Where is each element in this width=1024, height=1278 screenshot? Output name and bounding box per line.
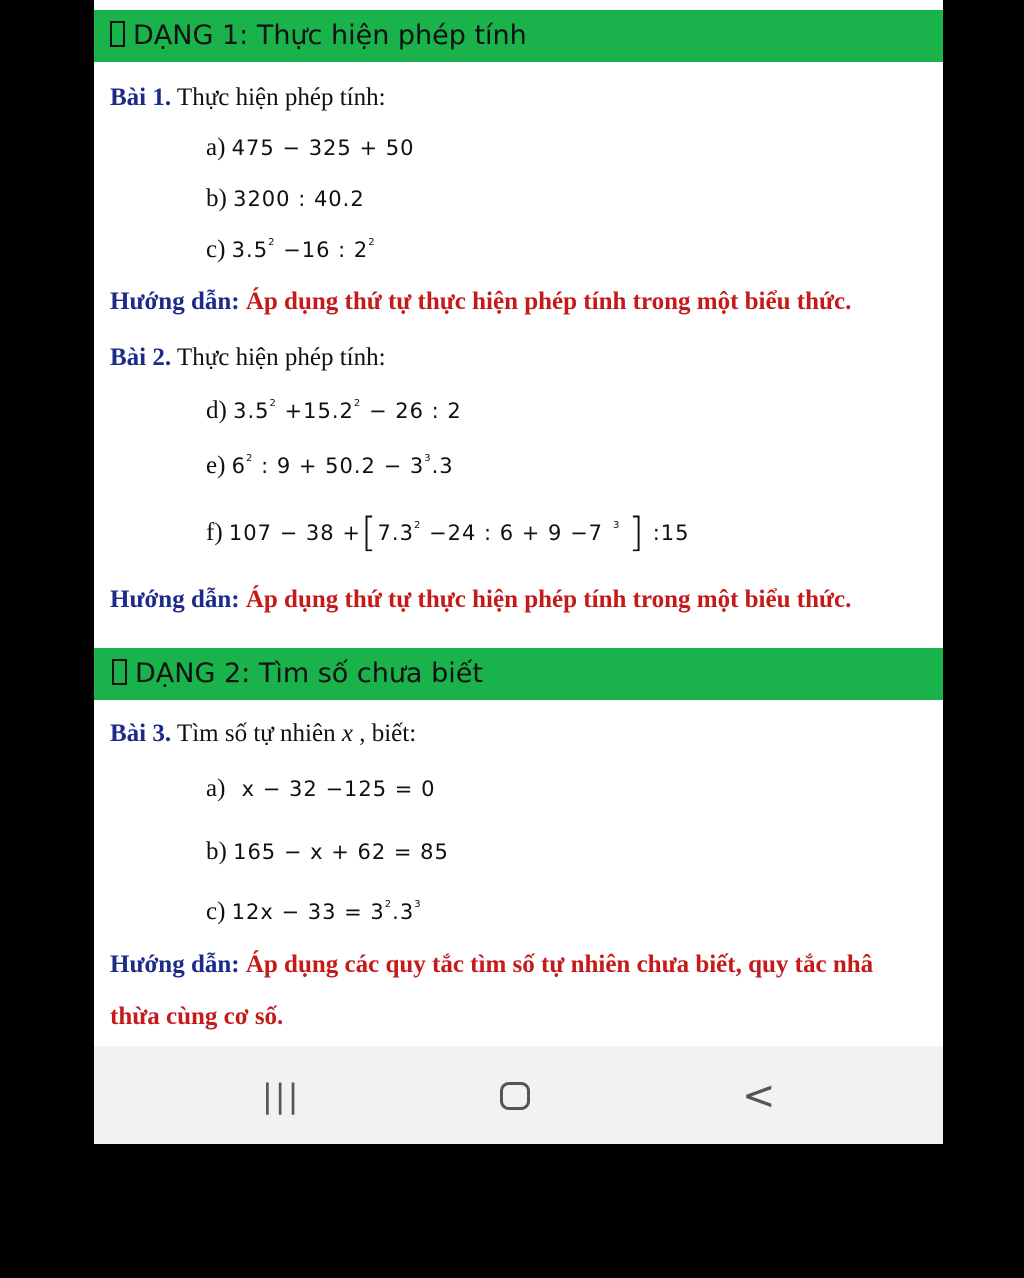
guide-text: thừa cùng cơ số.: [110, 1003, 284, 1030]
exercise-2-item-d: [206, 397, 462, 425]
exercise-text: Thực hiện phép tính:: [171, 84, 386, 111]
math-expression: 475 − 325 + 50: [231, 136, 415, 160]
item-key: b): [206, 185, 227, 212]
item-key: c): [206, 236, 226, 263]
math-expression: $6^2$ : $9 + 50.2 - 3^3.3$: [231, 453, 454, 478]
item-key: c): [206, 898, 226, 925]
math-expression: x − 32 −125 = 0: [241, 777, 436, 801]
guide-text: Áp dụng các quy tắc tìm số tự nhiên chưa biết, quy tắc nhâ: [239, 951, 874, 978]
variable: x: [341, 720, 353, 747]
back-button[interactable]: <: [742, 1073, 776, 1119]
document-page: [94, 0, 943, 1046]
exercise-text: Thực hiện phép tính:: [171, 344, 386, 371]
item-key: a): [206, 775, 226, 802]
item-key: b): [206, 838, 227, 865]
home-button[interactable]: [500, 1082, 530, 1110]
exercise-text: , biết:: [352, 720, 417, 747]
guide-label: Hướng dẫn:: [110, 288, 240, 315]
right-bracket-icon: ]: [628, 510, 646, 556]
math-expression: 165 − x + 62 = 85: [233, 840, 449, 864]
item-key: d): [206, 397, 227, 424]
recent-apps-button[interactable]: |||: [262, 1077, 301, 1115]
item-key: f): [206, 519, 223, 546]
item-key: a): [206, 134, 226, 161]
exercise-1-item-b: [206, 185, 365, 213]
guide-text: Áp dụng thứ tự thực hiện phép tính trong một biểu thức.: [239, 586, 852, 613]
math-expression: 3200 : 40.2: [233, 187, 365, 211]
android-navigation-bar: [94, 1046, 943, 1144]
exercise-3-item-c: [206, 898, 422, 926]
math-expression: $107 - 38 +[7.3^2 -24$ : 6 + 9 −7 $^3$ ] :15: [228, 510, 690, 556]
missing-glyph-icon: [112, 659, 127, 685]
missing-glyph-icon: [110, 21, 125, 47]
exercise-1-item-a: [206, 134, 414, 162]
item-key: e): [206, 452, 226, 479]
exercise-3-heading: [110, 720, 416, 748]
exercise-text: Tìm số tự nhiên: [171, 720, 342, 747]
exercise-2-item-e: [206, 452, 454, 480]
math-expression: $3.5^2 +15.2^2 - 26$ : 2: [233, 398, 462, 423]
exercise-label: Bài 2.: [110, 344, 172, 371]
exercise-2-item-f: [206, 510, 690, 556]
guide-3: [110, 951, 873, 979]
guide-label: Hướng dẫn:: [110, 586, 240, 613]
exercise-1-heading: [110, 84, 386, 112]
exercise-label: Bài 3.: [110, 720, 172, 747]
section-header-dang-1: [94, 10, 943, 62]
math-expression: $12x - 33 = 3^2.3^3$: [231, 899, 422, 924]
math-expression: $3.5^2 -16$ : $2^2$: [231, 237, 376, 262]
exercise-3-item-a: [206, 775, 435, 803]
left-bracket-icon: [: [360, 510, 378, 556]
exercise-label: Bài 1.: [110, 84, 172, 111]
guide-2: [110, 586, 851, 614]
guide-label: Hướng dẫn:: [110, 951, 240, 978]
section-title: DẠNG 2: Tìm số chưa biết: [135, 658, 483, 689]
section-title: DẠNG 1: Thực hiện phép tính: [133, 20, 527, 51]
exercise-2-heading: [110, 344, 386, 372]
guide-3-continued: [110, 1003, 283, 1031]
section-header-dang-2: [94, 648, 943, 700]
exercise-1-item-c: [206, 236, 376, 264]
exercise-3-item-b: [206, 838, 449, 866]
guide-1: [110, 288, 851, 316]
guide-text: Áp dụng thứ tự thực hiện phép tính trong một biểu thức.: [239, 288, 852, 315]
